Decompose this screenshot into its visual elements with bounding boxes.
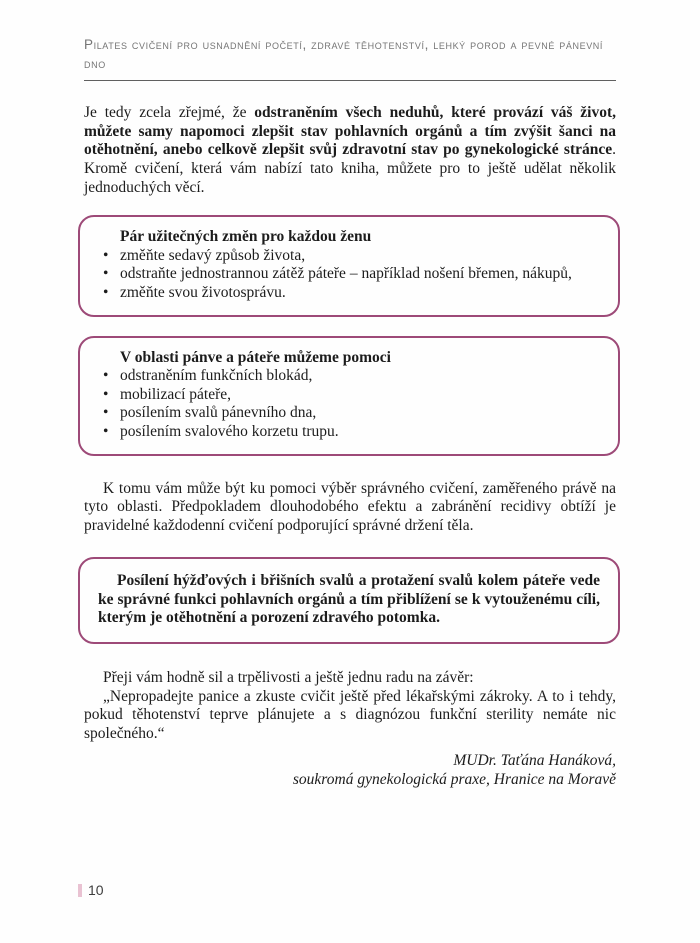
intro-bold: odstraněním všech neduhů, které provází váš život, můžete samy napomoci zlepšit stav pohlavních orgánů a tím zvýšit šanci na otěhotnění, anebo celkově zlepšit svůj zdravotní stav po gynekologické stránce — [84, 104, 616, 159]
page-footer — [78, 881, 104, 900]
page-number: 10 — [88, 882, 104, 899]
callout-list — [96, 367, 602, 441]
callout-box-statement: Posílení hýžďových i břišních svalů a protažení svalů kolem páteře vede ke správné funkci pohlavních orgánů a tím přiblížení se k vytouženému cíli, kterým je otěhotnění a porození zdravého potomka. — [78, 557, 620, 644]
page-marker-bar — [78, 884, 82, 897]
callout-title: V oblasti pánve a páteře můžeme pomoci — [120, 348, 391, 366]
list-item: • odstraňte jednostrannou zátěž páteře – například nošení břemen, nákupů, — [96, 265, 602, 284]
body-paragraph: K tomu vám může být ku pomoci výběr správného cvičení, zaměřeného právě na tyto oblasti. Předpokladem dlouhodobého efektu a zabránění recidivy obtíží je pravidelné každodenní cvičení podporující správné držení těla. — [84, 479, 616, 534]
intro-rest: . Kromě cvičení, která vám nabízí tato kniha, můžete pro to ještě udělat několik jednoduchých věcí. — [84, 141, 616, 196]
intro-paragraph — [84, 104, 616, 197]
list-item: • mobilizací páteře, — [96, 386, 602, 405]
list-item: • posílením svalového korzetu trupu. — [96, 423, 602, 442]
closing-line: Přeji vám hodně sil a trpělivosti a ještě jednu radu na závěr: — [103, 669, 474, 687]
running-header: Pilates cvičení pro usnadnění početí, zdravé těhotenství, lehký porod a pevné pánevní dno — [84, 36, 616, 81]
list-item: • odstraněním funkčních blokád, — [96, 367, 602, 386]
list-item: • posílením svalů pánevního dna, — [96, 404, 602, 423]
signature-block — [84, 752, 616, 789]
list-item: • změňte svou životosprávu. — [96, 284, 602, 303]
callout-list — [96, 247, 602, 303]
closing-section — [84, 669, 616, 743]
callout-box-pelvis-spine — [78, 336, 620, 456]
intro-lead: Je tedy zcela zřejmé, že — [84, 104, 255, 122]
closing-quote: „Nepropadejte panice a zkuste cvičit ještě před lékařskými zákroky. A to i tehdy, pokud těhotenství teprve plánujete a s diagnózou funkční sterility nemáte nic společného.“ — [84, 687, 616, 742]
signature-name: MUDr. Taťána Hanáková, — [453, 752, 616, 770]
callout-box-changes — [78, 215, 620, 316]
signature-role: soukromá gynekologická praxe, Hranice na Moravě — [292, 771, 616, 789]
callout-title: Pár užitečných změn pro každou ženu — [120, 228, 372, 246]
list-item: • změňte sedavý způsob života, — [96, 247, 602, 266]
